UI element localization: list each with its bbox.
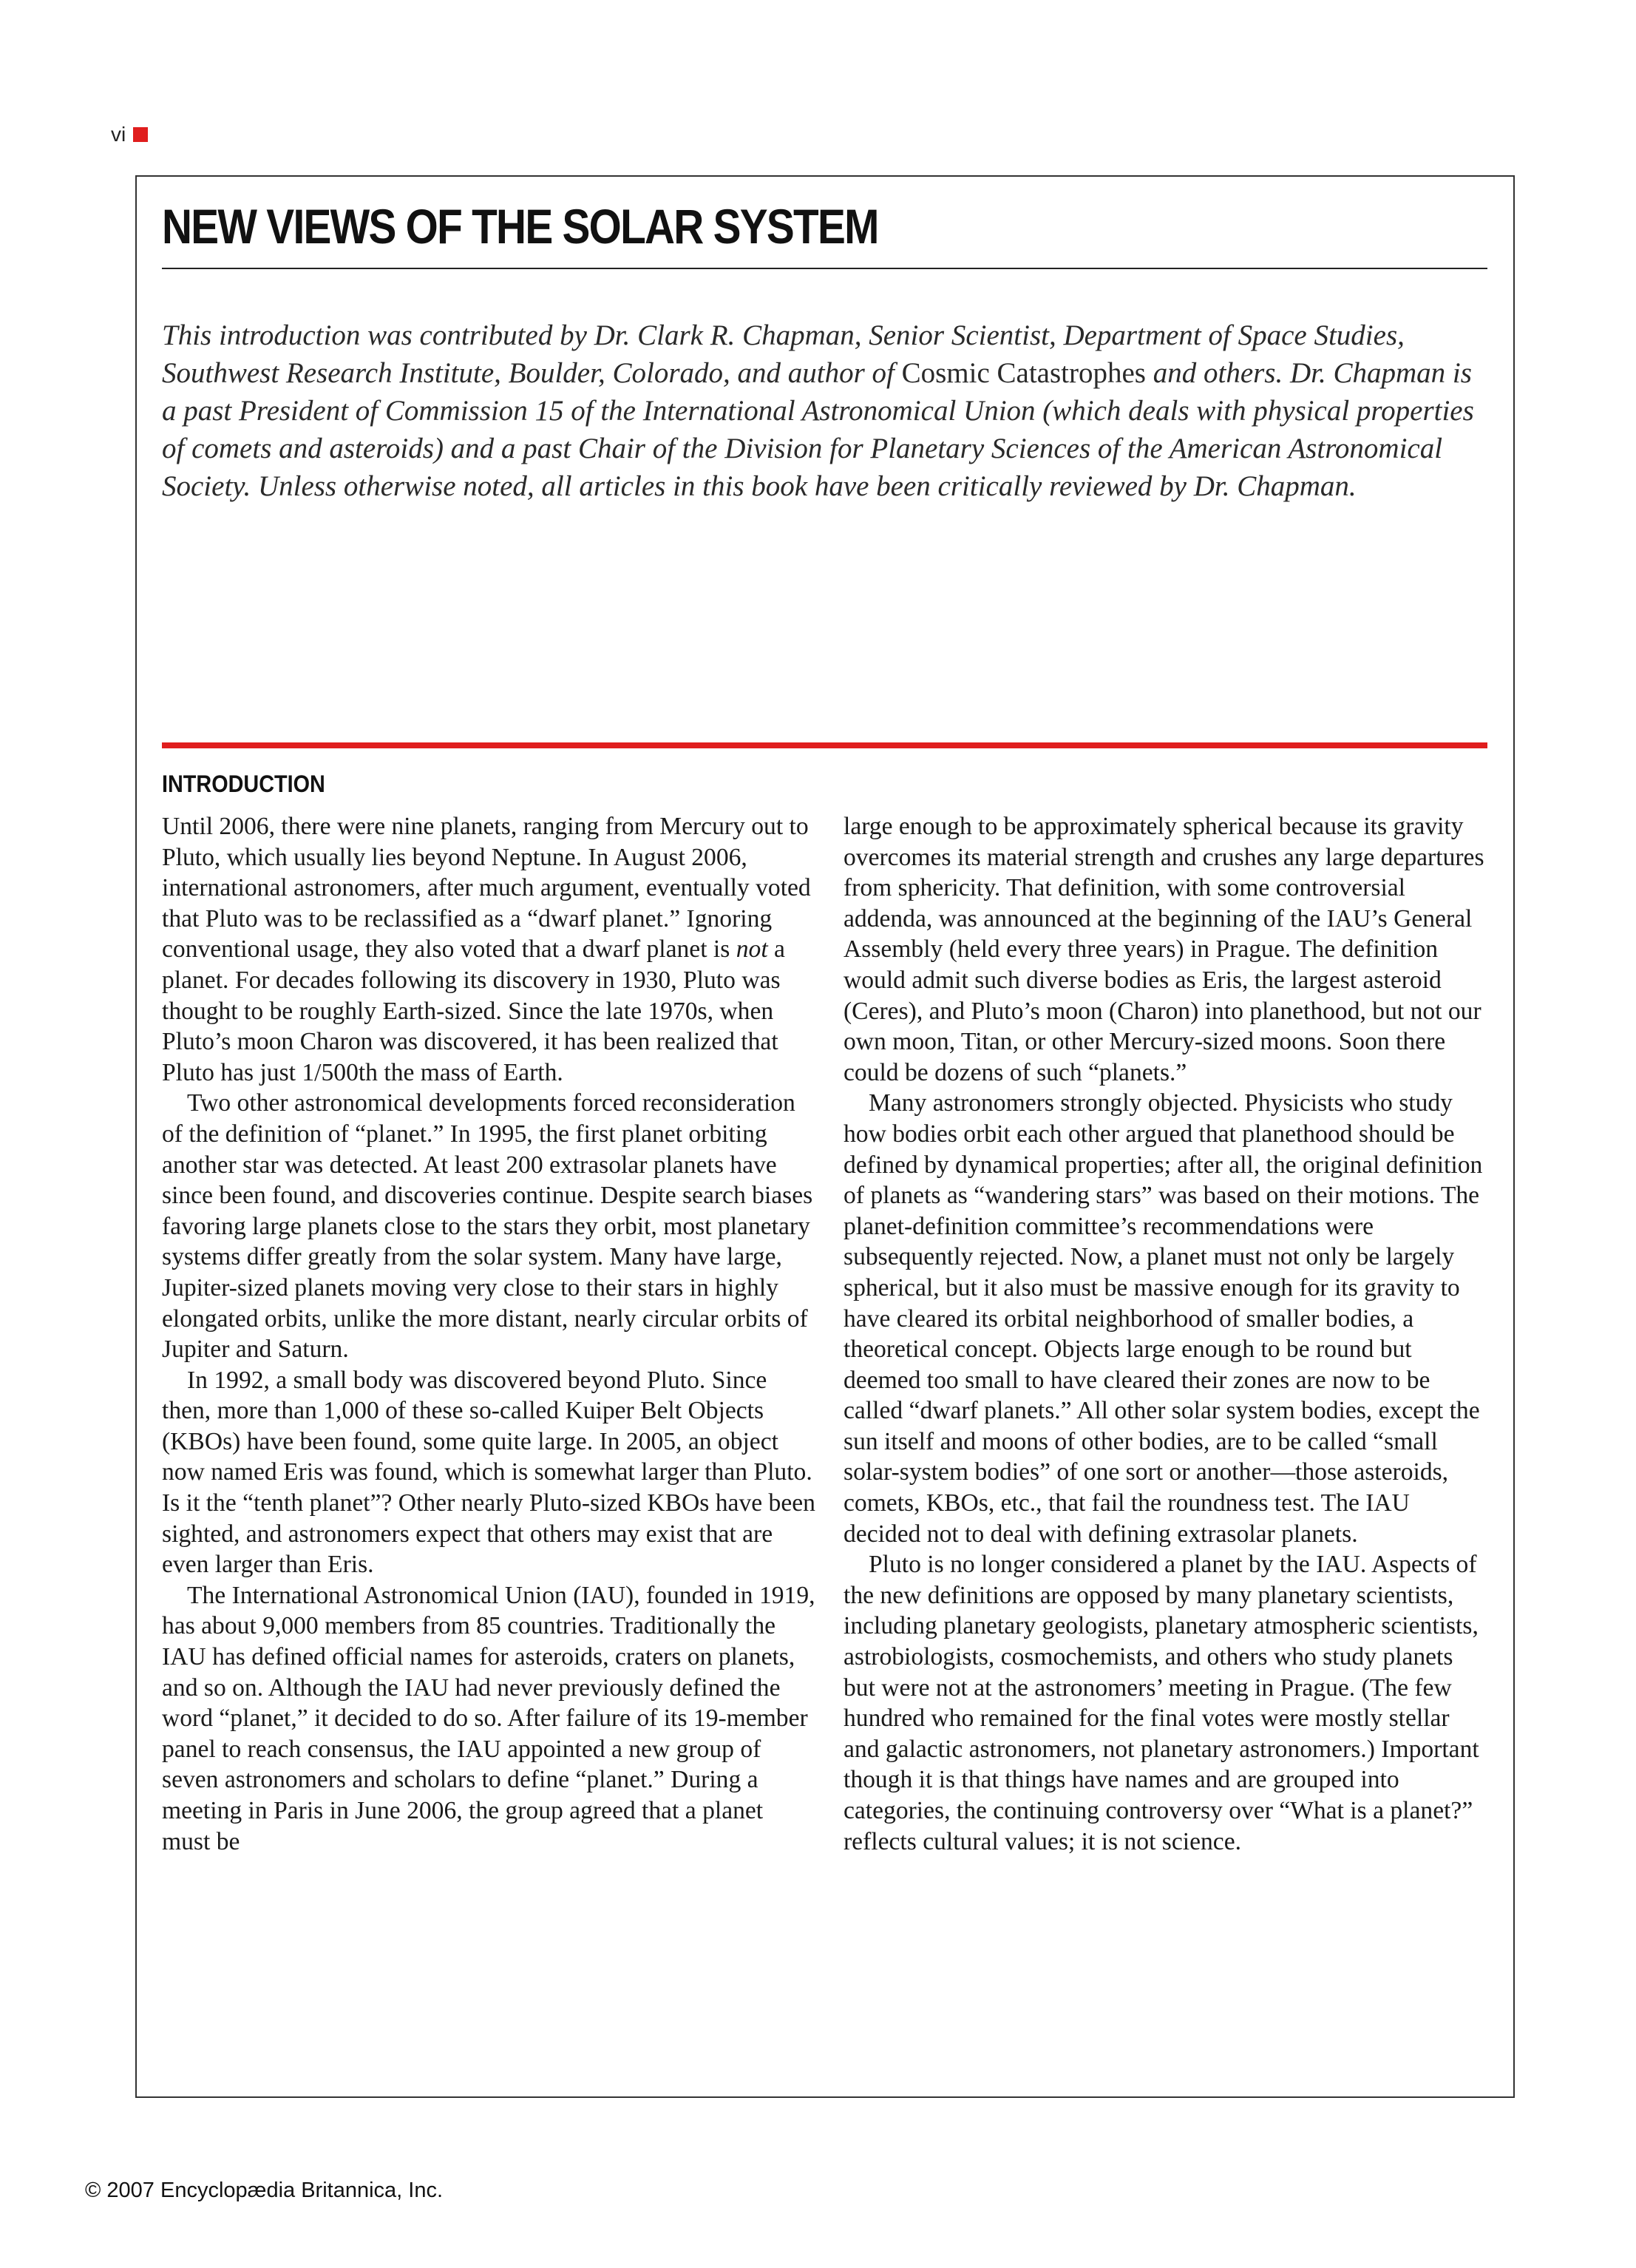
right-column [844,811,1490,1857]
paragraph-5: Many astronomers strongly objected. Physicists who study how bodies orbit each other argued that planethood should be defined by dynamical properties; after all, the original definition of planets as “wandering stars” was based on their motions. The planet-definition committee’s recommendations were subsequently rejected. Now, a planet must not only be largely spherical, but it also must be massive enough for its gravity to have cleared its orbital neighborhood of smaller bodies, a theoretical concept. Objects large enough to be round but deemed too small to have cleared their zones are now to be called “dwarf planets.” All other solar system bodies, except the sun itself and moons of other bodies, are to be called “small solar-system bodies” of one sort or another—those asteroids, comets, KBOs, etc., that fail the roundness test. The IAU decided not to deal with defining extrasolar planets. [844,1089,1483,1548]
paragraph-1-a: Until 2006, there were nine planets, ranging from Mercury out to Pluto, which usually lies beyond Neptune. In August 2006, international astronomers, after much argument, eventually voted that Pluto was to be reclassified as a “dwarf planet.” Ignoring conventional usage, they also voted that a dwarf planet is [162,813,811,964]
contributor-note-part2: and others. Dr. Chapman is a past President of Commission 15 of the International Astronomical Union (which deals with physical properties of comets and asteroids) and a past Chair of the Division for Planetary Sciences of the American Astronomical Society. Unless otherwise noted, all articles in this book have been critically reviewed by Dr. Chapman. [162,357,1474,502]
red-divider [162,742,1487,748]
section-heading: INTRODUCTION [162,771,325,797]
contributor-note-part1: This introduction was contributed by Dr. Clark R. Chapman, Senior Scientist, Department of Space Studies, Southwest Research Institute, Boulder, Colorado, and author of [162,319,1405,389]
book-title: Cosmic Catastrophes [901,357,1146,389]
emphasis-not: not [736,935,768,964]
page-number-text: vi [111,123,126,146]
paragraph-6: Pluto is no longer considered a planet by the IAU. Aspects of the new definitions are opposed by many planetary scientists, including planetary geologists, planetary atmospheric scientists, astrobiologists, cosmochemists, and others who study planets but were not at the astronomers’ meeting in Prague. (The few hundred who remained for the final votes were mostly stellar and galactic astronomers, not planetary astronomers.) Important though it is that things have names and are grouped into categories, the continuing controversy over “What is a planet?” reflects cultural values; it is not science. [844,1551,1479,1855]
paragraph-1 [162,811,816,1088]
red-square-marker [133,127,148,142]
paragraph-4-continued: large enough to be approximately spherical because its gravity overcomes its material strength and crushes any large departures from sphericity. That definition, with some controversial addenda, was announced at the beginning of the IAU’s General Assembly (held every three years) in Prague. The definition would admit such diverse bodies as Eris, the largest asteroid (Ceres), and Pluto’s moon (Charon) into planethood, but not our own moon, Titan, or other Mercury-sized moons. Soon there could be dozens of such “planets.” [844,813,1484,1086]
paragraph-4-start: The International Astronomical Union (IAU), founded in 1919, has about 9,000 members from 85 countries. Traditionally the IAU has defined official names for asteroids, craters on planets, and so on. Although the IAU had never previously defined the word “planet,” it decided to do so. After failure of its 19-member panel to reach consensus, the IAU appointed a new group of seven astronomers and scholars to define “planet.” During a meeting in Paris in June 2006, the group agreed that a planet must be [162,1581,815,1855]
left-column [162,811,816,1857]
paragraph-3: In 1992, a small body was discovered beyond Pluto. Since then, more than 1,000 of these so-called Kuiper Belt Objects (KBOs) have been found, some quite large. In 2005, an object now named Eris was found, which is somewhat larger than Pluto. Is it the “tenth planet”? Other nearly Pluto-sized KBOs have been sighted, and astronomers expect that others may exist that are even larger than Eris. [162,1366,815,1579]
title-rule [162,268,1487,269]
copyright-notice: © 2007 Encyclopædia Britannica, Inc. [85,2179,444,2202]
page-number [111,123,148,146]
contributor-note [162,316,1487,505]
paragraph-2: Two other astronomical developments forced reconsideration of the definition of “planet.” In 1995, the first planet orbiting another star was detected. At least 200 extrasolar planets have since been found, and discoveries continue. Despite search biases favoring large planets close to the stars they orbit, most planetary systems differ greatly from the solar system. Many have large, Jupiter-sized planets moving very close to their stars in highly elongated orbits, unlike the more distant, nearly circular orbits of Jupiter and Saturn. [162,1089,813,1364]
paragraph-1-b: a planet. For decades following its discovery in 1930, Pluto was thought to be roughly Earth-sized. Since the late 1970s, when Pluto’s moon Charon was discovered, it has been realized that Pluto has just 1/500th the mass of Earth. [162,935,785,1086]
page-title: NEW VIEWS OF THE SOLAR SYSTEM [162,199,878,254]
